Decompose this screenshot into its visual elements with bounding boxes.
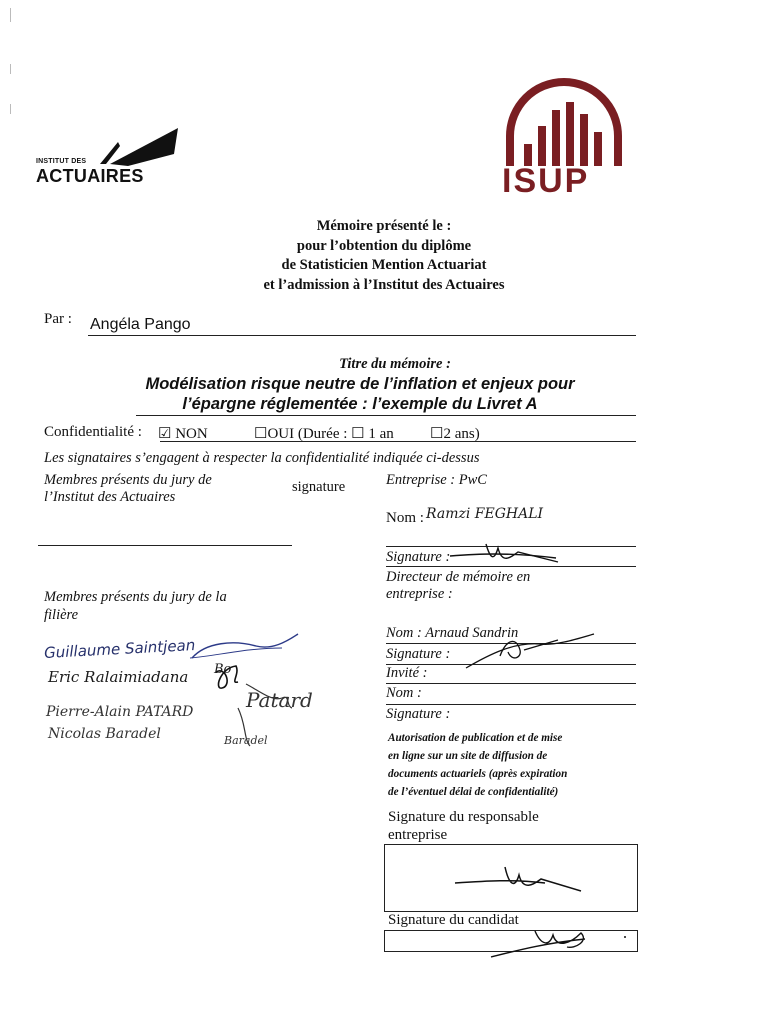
scan-mark [10,8,11,22]
heading-line: de Statisticien Mention Actuariat [281,257,487,273]
isup-logo-arch-icon [500,76,628,166]
jury-member-signature: Patard [246,688,313,712]
jury-signature-label: signature [292,479,346,495]
jury-member-signature: Baradel [224,734,268,747]
institut-logo-line1: INSTITUT DES [36,158,87,165]
director-label [386,569,530,603]
confidentiality-oui: ☐OUI (Durée : ☐ 1 an [254,426,394,442]
jury-member-signature: Bo [214,662,232,677]
jury-filiere-line: Membres présents du jury de la [44,589,227,605]
invite-label: Invité : [386,665,428,681]
company-nom-label: Nom : [386,510,424,526]
invite-line [386,683,636,684]
director-label-line: entreprise : [386,586,453,602]
company-responsible-label [388,808,539,844]
jury-member-handwritten: Nicolas Baradel [48,726,161,742]
confidentiality-underline [160,441,636,442]
jury-member-handwritten: Eric Ralaimiadana [48,668,189,686]
publication-line: en ligne sur un site de diffusion de [388,750,548,762]
company-signature-label: Signature : [386,549,451,565]
heading-line: Mémoire présenté le : [316,218,452,234]
scan-mark [10,64,11,74]
jury-institut [44,472,212,506]
director-name: Nom : Arnaud Sandrin [386,625,519,641]
institut-actuaires-logo [36,124,186,190]
jury-filiere [44,588,227,624]
heading-line: et l’admission à l’Institut des Actuaires [263,276,505,293]
invite-nom-line [386,704,636,705]
thesis-title [70,374,650,414]
candidate-signature-box[interactable] [384,930,638,952]
company-responsible-line: entreprise [388,827,448,843]
company-signature-scribble [446,538,566,568]
jury-filiere-line: filière [44,607,79,623]
author-underline [88,335,636,336]
company-label: Entreprise : PwC [386,472,487,488]
institut-logo-line2: ACTUAIRES [36,166,144,186]
author-name: Angéla Pango [90,316,191,333]
company-nom-handwritten: Ramzi FEGHALI [426,506,544,522]
isup-logo [500,76,628,200]
confidentiality-commitment: Les signataires s’engagent à respecter la confidentialité indiquée ci-dessus [44,450,480,466]
jury-institut-underline [38,545,292,546]
jury-institut-line: l’Institut des Actuaires [44,489,176,505]
publication-line: de l’éventuel délai de confidentialité) [388,786,559,798]
invite-signature-label: Signature : [386,706,451,722]
company-responsible-line: Signature du responsable [388,809,539,825]
invite-nom-label: Nom : [386,685,422,701]
thesis-title-line: Modélisation risque neutre de l’inflation et enjeux pour [145,375,575,393]
director-signature-label: Signature : [386,646,451,662]
confidentiality-label: Confidentialité : [44,424,142,440]
company-responsible-signature-box[interactable] [384,844,638,912]
publication-authorization [388,729,567,801]
publication-line: documents actuariels (après expiration [388,768,568,780]
company-responsible-signature-scribble [385,845,637,911]
confidentiality-two-years: ☐2 ans) [430,426,480,442]
confidentiality-non: ☑ NON [158,426,208,442]
company-signature-line [386,566,636,567]
candidate-signature-label: Signature du candidat [388,912,519,928]
author-label: Par : [44,311,72,327]
isup-logo-text: ISUP [502,162,590,200]
thesis-title-line: l’épargne réglementée : l’exemple du Livret A [182,395,538,413]
jury-member-handwritten: Pierre-Alain PATARD [46,704,194,720]
heading [0,217,768,295]
publication-line: Autorisation de publication et de mise [388,732,563,744]
thesis-underline [136,415,636,416]
candidate-signature-scribble [385,925,637,961]
thesis-label: Titre du mémoire : [339,356,451,372]
jury-member-handwritten: Guillaume Saintjean [43,636,196,662]
scan-mark [10,104,11,114]
director-label-line: Directeur de mémoire en [386,569,531,585]
jury-institut-line: Membres présents du jury de [44,472,212,488]
director-signature-scribble [460,628,600,672]
heading-line: pour l’obtention du diplôme [296,237,472,254]
